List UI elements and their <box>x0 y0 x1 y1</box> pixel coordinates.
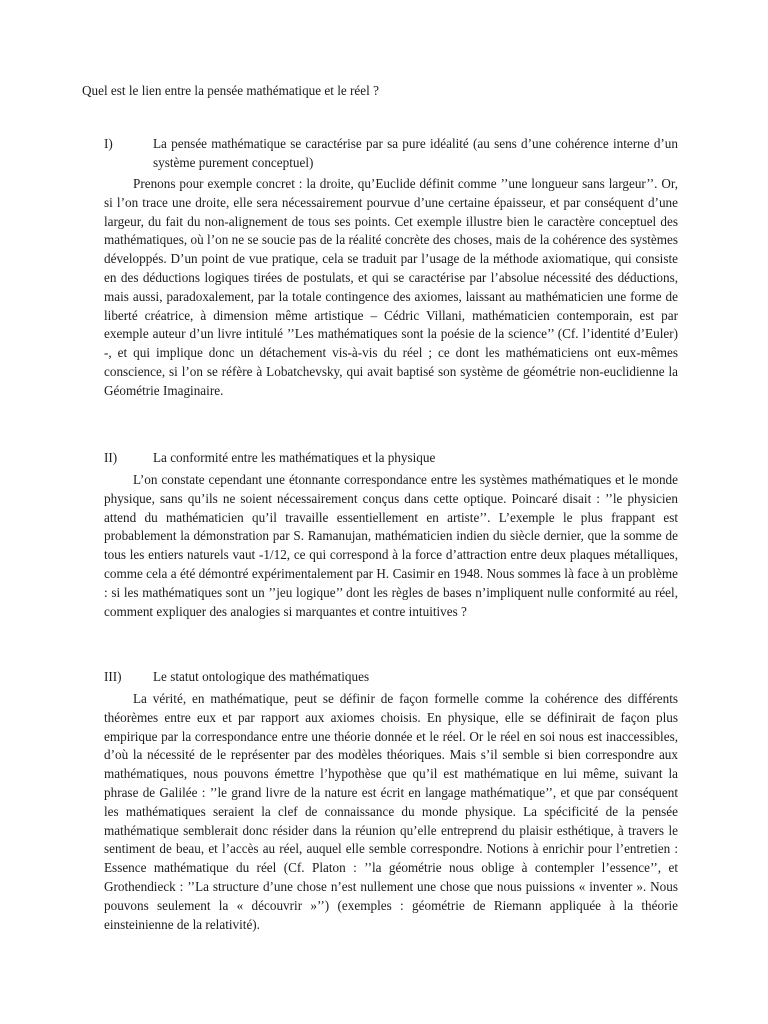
section-body-1: Prenons pour exemple concret : la droite, qu’Euclide définit comme ’’une longueur sans largeur’’. Or, si l’on trace une droite, elle sera nécessairement pourvue d’une certaine épaisseur, et par conséquent d’une largeur, du fait du non-alignement de tous ses points. Cet exemple illustre bien le caractère conceptuel des mathématiques, où l’on ne se soucie pas de la réalité concrète des choses, mais de la cohérence des systèmes développés. D’un point de vue pratique, cela se traduit par l’usage de la méthode axiomatique, qui consiste en des déductions logiques tirées de postulats, et qui se caractérise par l’absolue nécessité des déductions, mais aussi, paradoxalement, par la totale contingence des axiomes, laissant au mathématicien une forme de liberté créatrice, à dimension même artistique – Cédric Villani, mathématicien contemporain, est par exemple auteur d’un livre intitulé ’’Les mathématiques sont la poésie de la science’’ (Cf. l’identité d’Euler) -, et qui implique donc un détachement vis-à-vis du réel ; ce dont les mathématiciens ont eux-mêmes conscience, si l’on se réfère à Lobatchevsky, qui avait baptisé son système de géométrie non-euclidienne la Géométrie Imaginaire. <box>104 176 678 398</box>
section-number-1: I) <box>104 136 113 151</box>
section-heading-text-2: La conformité entre les mathématiques et la physique <box>153 450 436 465</box>
section-body-3: La vérité, en mathématique, peut se définir de façon formelle comme la cohérence des différents théorèmes entre eux et par rapport aux axiomes choisis. En physique, elle se définirait de façon plus empirique par la correspondance entre une théorie donnée et le réel. Or le réel en soi nous est inaccessibles, d’où la nécessité de le représenter par des modèles théoriques. Mais s’il semble si bien correspondre aux mathématiques, nous pouvons émettre l’hypothèse que qu’il est mathématique en lui même, suivant la phrase de Galilée : ’’le grand livre de la nature est écrit en langage mathématique’’, et que par conséquent les mathématiques seraient la clef de connaissance du monde physique. La spécificité de la pensée mathématique semblerait donc résider dans la réunion qu’elle entreprend du plaisir esthétique, à travers le sentiment de beau, et l’accès au réel, auquel elle semble correspondre. Notions à enrichir pour l’entretien : Essence mathématique du réel (Cf. Platon : ’’la géométrie nous oblige à contempler l’essence’’, et Grothendieck : ’’La structure d’une chose n’est nullement une chose que nous puissions « inventer ». Nous pouvons seulement la « découvrir »’’) (exemples : géométrie de Riemann appliquée à la théorie einsteinienne de la relativité). <box>104 691 678 932</box>
section-heading-text-3: Le statut ontologique des mathématiques <box>153 669 370 684</box>
section-heading-3 <box>104 667 678 686</box>
section-heading-1 <box>104 134 678 172</box>
document-title: Quel est le lien entre la pensée mathématique et le réel ? <box>82 83 379 98</box>
section-heading-text-1: La pensée mathématique se caractérise par sa pure idéalité (au sens d’une cohérence interne d’un système purement conceptuel) <box>153 136 678 170</box>
section-number-3: III) <box>104 669 122 684</box>
section-body-2: L’on constate cependant une étonnante correspondance entre les systèmes mathématiques et le monde physique, sans qu’ils ne soient nécessairement conçus dans cette optique. Poincaré disait : ’’le physicien attend du mathématicien qu’il travaille essentiellement en artiste’’. L’exemple le plus frappant est probablement la démonstration par S. Ramanujan, mathématicien indien du siècle dernier, que la somme de tous les entiers naturels vaut -1/12, ce qui correspond à la force d’attraction entre deux plaques métalliques, comme cela a été démontré expérimentalement par H. Casimir en 1948. Nous sommes là face à un problème : si les mathématiques sont un ’’jeu logique’’ dont les règles de bases n’impliquent nulle conformité au réel, comment expliquer des analogies si marquantes et contre intuitives ? <box>104 472 678 619</box>
section-heading-2 <box>104 448 678 467</box>
section-number-2: II) <box>104 450 118 465</box>
